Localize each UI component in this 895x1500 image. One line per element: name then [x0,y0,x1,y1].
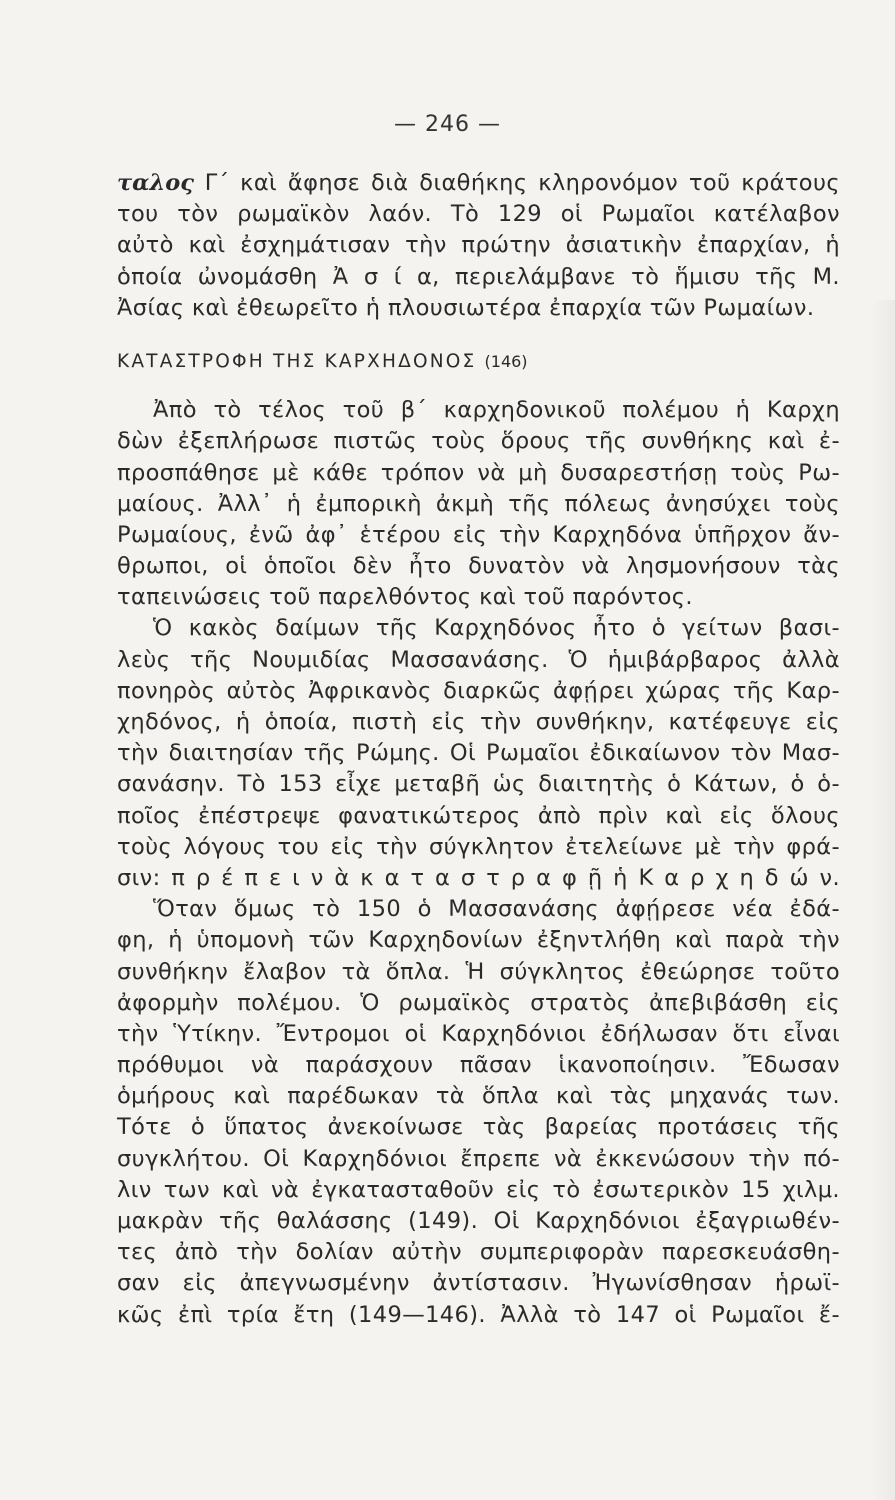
text-line: λιν των καὶ νὰ ἐγκατασταθοῦν εἰς τὸ ἐσωτερικὸν 15 χιλμ. [117,1176,840,1203]
text-line: Τότε ὁ ὕπατος ἀνεκοίνωσε τὰς βαρείας προτάσεις τῆς [117,1114,840,1141]
text-line: Ὁ κακὸς δαίμων τῆς Καρχηδόνος ἦτο ὁ γείτων βασι- [153,615,840,642]
text-line: λεὺς τῆς Νουμιδίας Μασσανάσης. Ὁ ἡμιβάρβαρος ἀλλὰ [117,646,840,673]
text-line: συνθήκην ἔλαβον τὰ ὅπλα. Ἡ σύγκλητος ἐθεώρησε τοῦτο [117,958,840,985]
text-line: προσπάθησε μὲ κάθε τρόπον νὰ μὴ δυσαρεστήσῃ τοὺς Ρω- [117,459,840,486]
paragraph [117,613,840,894]
text-line: σανάσην. Τὸ 153 εἶχε μεταβῆ ὡς διαιτητὴς ὁ Κάτων, ὁ ὁ- [117,771,840,798]
text-line: Ἀσίας καὶ ἐθεωρεῖτο ἡ πλουσιωτέρα ἐπαρχία τῶν Ρωμαίων. [117,294,815,321]
text-line: μακρὰν τῆς θαλάσσης (149). Οἱ Καρχηδόνιοι ἐξαγριωθέν- [117,1208,840,1235]
text-line: φη, ἡ ὑπομονὴ τῶν Καρχηδονίων ἐξηντλήθη καὶ παρὰ τὴν [117,927,840,954]
text-line: ὁμήρους καὶ παρέδωκαν τὰ ὅπλα καὶ τὰς μηχανάς των. [117,1083,840,1110]
text-line: πρόθυμοι νὰ παράσχουν πᾶσαν ἱκανοποίησιν. Ἔδωσαν [117,1052,840,1079]
text-line: χηδόνος, ἡ ὁποία, πιστὴ εἰς τὴν συνθήκην, κατέφευγε εἰς [117,709,840,736]
text-line: θρωποι, οἱ ὁποῖοι δὲν ἦτο δυνατὸν νὰ λησμονήσουν τὰς [117,553,840,580]
text-line: Ρωμαίους, ἐνῶ ἀφ᾽ ἑτέρου εἰς τὴν Καρχηδόνα ὑπῆρχον ἄν- [117,521,840,548]
section-heading-title: ΚΑΤΑΣΤΡΟΦΗ ΤΗΣ ΚΑΡΧΗΔΟΝΟΣ [117,350,477,372]
paragraph [117,395,840,613]
text-line: τὴν διαιτησίαν τῆς Ρώμης. Οἱ Ρωμαῖοι ἐδικαίωνον τὸν Μασ- [117,740,840,767]
body-text [117,168,840,1331]
text-line: συγκλήτου. Οἱ Καρχηδόνιοι ἔπρεπε νὰ ἐκκενώσουν τὴν πό- [117,1145,840,1172]
text-line: πονηρὸς αὐτὸς Ἀφρικανὸς διαρκῶς ἀφῄρει χώρας τῆς Καρ- [117,677,840,704]
text-line: Ἀπὸ τὸ τέλος τοῦ β΄ καρχηδονικοῦ πολέμου ἡ Καρχη [153,397,840,424]
page-number: — 246 — [394,112,501,137]
text-line: τες ἀπὸ τὴν δολίαν αὐτὴν συμπεριφορὰν παρεσκευάσθη- [117,1239,840,1266]
text-line: Ὅταν ὅμως τὸ 150 ὁ Μασσανάσης ἀφῄρεσε νέα ἐδά- [153,896,840,923]
text-line: δὼν ἐξεπλήρωσε πιστῶς τοὺς ὅρους τῆς συνθήκης καὶ ἐ- [117,428,840,455]
text-line: ἀφορμὴν πολέμου. Ὁ ρωμαϊκὸς στρατὸς ἀπεβιβάσθη εἰς [117,989,840,1016]
text-line: σαν εἰς ἀπεγνωσμένην ἀντίστασιν. Ἠγωνίσθησαν ἡρωϊ- [117,1270,840,1297]
page-edge-shadow [871,300,895,1500]
section-heading [117,346,840,377]
paragraph [117,894,840,1331]
text-line: ποῖος ἐπέστρεψε φανατικώτερος ἀπὸ πρὶν καὶ εἰς ὅλους [117,802,840,829]
text-line: αὐτὸ καὶ ἐσχημάτισαν τὴν πρώτην ἀσιατικὴν ἐπαρχίαν, ἡ [117,232,840,259]
text-line: ὁποία ὠνομάσθη Ἀ σ ί α, περιελάμβανε τὸ ἥμισυ τῆς Μ. [117,263,840,290]
lead-word: ταλος [117,170,194,196]
text-line: ταπεινώσεις τοῦ παρελθόντος καὶ τοῦ παρόντος. [117,584,693,611]
section-heading-year: (146) [484,351,528,371]
text-line: τοὺς λόγους του εἰς τὴν σύγκλητον ἐτελείωνε μὲ τὴν φρά- [117,833,840,860]
text-line: μαίους. Ἀλλ᾽ ἡ ἐμπορικὴ ἀκμὴ τῆς πόλεως ἀνησύχει τοὺς [117,490,840,517]
text-line: κῶς ἐπὶ τρία ἔτη (149—146). Ἀλλὰ τὸ 147 οἱ Ρωμαῖοι ἔ- [117,1301,840,1328]
text-line: τὴν Ὑτίκην. Ἔντρομοι οἱ Καρχηδόνιοι ἐδήλωσαν ὅτι εἶναι [117,1020,840,1047]
text-line: του τὸν ρωμαϊκὸν λαόν. Τὸ 129 οἱ Ρωμαῖοι κατέλαβον [117,201,840,228]
text-line: σιν: π ρ έ π ε ι ν ὰ κ α τ α σ τ ρ α φ ῇ ἡ Κ α ρ χ η δ ώ ν. [117,864,840,891]
paragraph-continuation [117,168,840,324]
text-line: ταλος Γ΄ καὶ ἄφησε διὰ διαθήκης κληρονόμον τοῦ κράτους [117,170,840,196]
